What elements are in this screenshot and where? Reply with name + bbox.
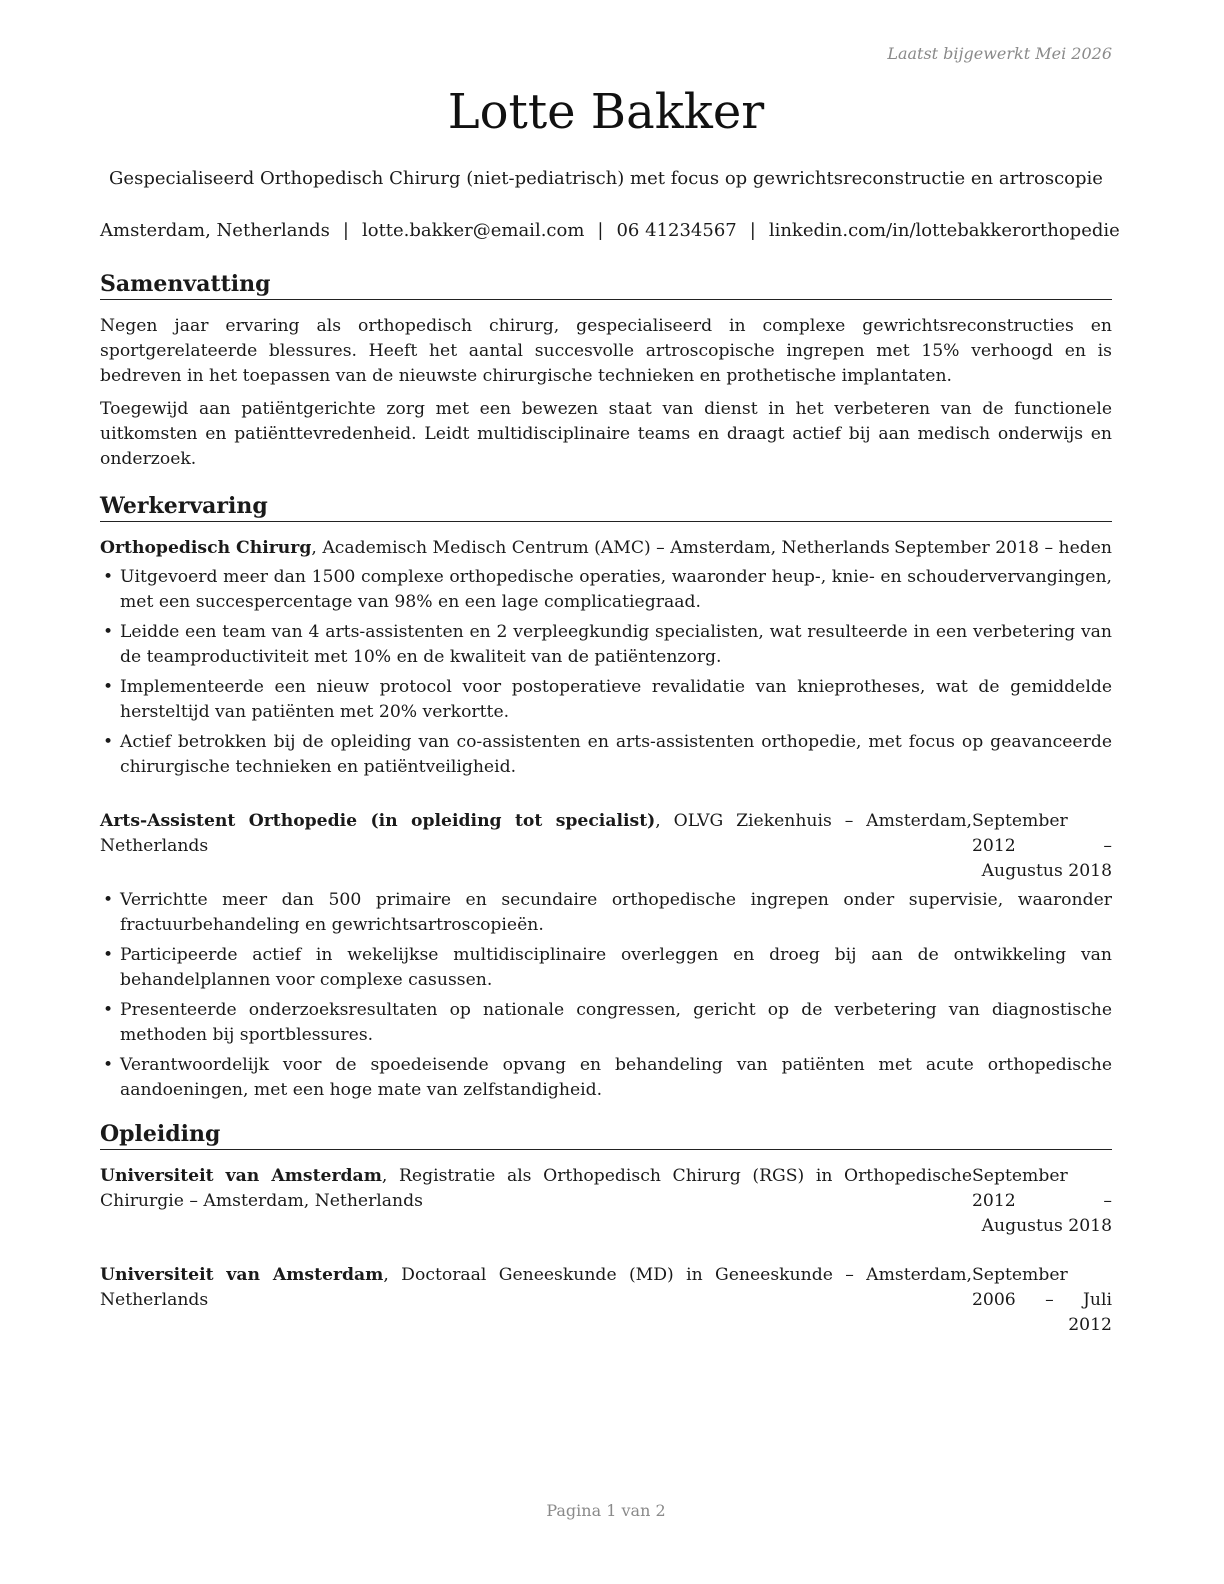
contact-separator: | — [749, 220, 756, 241]
bullet-dot-icon: • — [103, 677, 114, 697]
last-updated: Laatst bijgewerkt Mei 2026 — [887, 44, 1112, 63]
job-role-org — [100, 809, 972, 859]
bullet-dot-icon: • — [103, 1000, 114, 1020]
bullet-dot-icon: • — [103, 567, 114, 587]
bullet-dot-icon: • — [103, 622, 114, 642]
education-entry — [100, 1263, 1112, 1338]
summary-paragraph: Negen jaar ervaring als orthopedisch chirurg, gespecialiseerd in complexe gewrichtsreconstructies en sportgerelateerde blessures. Heeft het aantal succesvolle artroscopische ingrepen met 15% verhoogd en is bedreven in het toepassen van de nieuwste chirurgische technieken en prothetische implantaten. — [100, 316, 1112, 386]
education-school-detail — [100, 1164, 972, 1214]
bullet-item: • Actief betrokken bij de opleiding van co-assistenten en arts-assistenten orthopedie, met focus op geavanceerde chirurgische technieken en patiëntveiligheid. — [103, 732, 1112, 777]
job-org: , Academisch Medisch Centrum (AMC) – Amsterdam, Netherlands — [311, 538, 890, 558]
section-title-summary: Samenvatting — [100, 270, 1112, 300]
education-detail: , Registratie als Orthopedisch Chirurg (RGS) in Orthopedische Chirurgie – Amsterdam, Netherlands — [100, 1166, 972, 1211]
job-dates: September 2018 – heden — [894, 538, 1112, 558]
contact-linkedin[interactable]: linkedin.com/in/lottebakkerorthopedie — [768, 220, 1120, 241]
bullet-item: • Leidde een team van 4 arts-assistenten en 2 verpleegkundig specialisten, wat resulteerde in een verbetering van de teamproductiviteit met 10% en de kwaliteit van de patiëntenzorg. — [103, 622, 1112, 667]
bullet-dot-icon: • — [103, 1055, 114, 1075]
education-header — [100, 1164, 1112, 1239]
bullet-item: • Presenteerde onderzoeksresultaten op nationale congressen, gericht op de verbetering van diagnostische methoden bij sportblessures. — [103, 1000, 1112, 1045]
contact-email[interactable]: lotte.bakker@email.com — [361, 220, 585, 241]
bullet-item: • Uitgevoerd meer dan 1500 complexe orthopedische operaties, waaronder heup-, knie- en schoudervervangingen, met een succespercentage van 98% en een lage complicatiegraad. — [103, 567, 1112, 612]
education-dates: September 2012 – Augustus 2018 — [972, 1166, 1112, 1236]
bullet-dot-icon: • — [103, 945, 114, 965]
contact-phone: 06 41234567 — [616, 220, 737, 241]
job-entry — [100, 536, 1112, 780]
headline: Gespecialiseerd Orthopedisch Chirurg (niet-pediatrisch) met focus op gewrichtsreconstructie en artroscopie — [109, 168, 1103, 189]
bullet-dot-icon: • — [103, 890, 114, 910]
job-entry — [100, 809, 1112, 1103]
candidate-name: Lotte Bakker — [447, 84, 765, 140]
education-entry — [100, 1164, 1112, 1239]
education-detail: , Doctoraal Geneeskunde (MD) in Geneeskunde – Amsterdam, Netherlands — [100, 1265, 972, 1310]
bullet-item: • Implementeerde een nieuw protocol voor postoperatieve revalidatie van knieprotheses, wat de gemiddelde hersteltijd van patiënten met 20% verkortte. — [103, 677, 1112, 722]
contact-separator: | — [342, 220, 349, 241]
education-school-detail — [100, 1263, 972, 1313]
job-role-org — [100, 536, 894, 561]
resume-page — [100, 0, 1120, 1584]
education-school: Universiteit van Amsterdam — [100, 1265, 384, 1285]
education-school: Universiteit van Amsterdam — [100, 1166, 382, 1186]
section-title-education: Opleiding — [100, 1120, 1112, 1150]
job-bullets — [100, 888, 1112, 1103]
job-dates: September 2012 – Augustus 2018 — [972, 811, 1112, 881]
job-role: Arts-Assistent Orthopedie (in opleiding tot specialist) — [100, 811, 656, 831]
job-bullets — [100, 565, 1112, 780]
job-header — [100, 809, 1112, 884]
job-header — [100, 536, 1112, 561]
summary-paragraph: Toegewijd aan patiëntgerichte zorg met een bewezen staat van dienst in het verbeteren van de functionele uitkomsten en patiënttevredenheid. Leidt multidisciplinaire teams en draagt actief bij aan medisch onderwijs en onderzoek. — [100, 399, 1112, 469]
bullet-item: • Participeerde actief in wekelijkse multidisciplinaire overleggen en droeg bij aan de ontwikkeling van behandelplannen voor complexe casussen. — [103, 945, 1112, 990]
bullet-dot-icon: • — [103, 732, 114, 752]
page-number: Pagina 1 van 2 — [546, 1501, 666, 1520]
job-org: , OLVG Ziekenhuis – Amsterdam, Netherlands — [100, 811, 972, 856]
contact-line — [100, 220, 1120, 241]
contact-location: Amsterdam, Netherlands — [100, 220, 330, 241]
education-dates: September 2006 – Juli 2012 — [972, 1265, 1112, 1335]
section-title-experience: Werkervaring — [100, 492, 1112, 522]
resume-content — [100, 270, 1112, 1338]
bullet-item: • Verantwoordelijk voor de spoedeisende opvang en behandeling van patiënten met acute orthopedische aandoeningen, met een hoge mate van zelfstandigheid. — [103, 1055, 1112, 1100]
bullet-item: • Verrichtte meer dan 500 primaire en secundaire orthopedische ingrepen onder supervisie, waaronder fractuurbehandeling en gewrichtsartroscopieën. — [103, 890, 1112, 935]
job-role: Orthopedisch Chirurg — [100, 538, 312, 558]
education-header — [100, 1263, 1112, 1338]
contact-separator: | — [597, 220, 604, 241]
